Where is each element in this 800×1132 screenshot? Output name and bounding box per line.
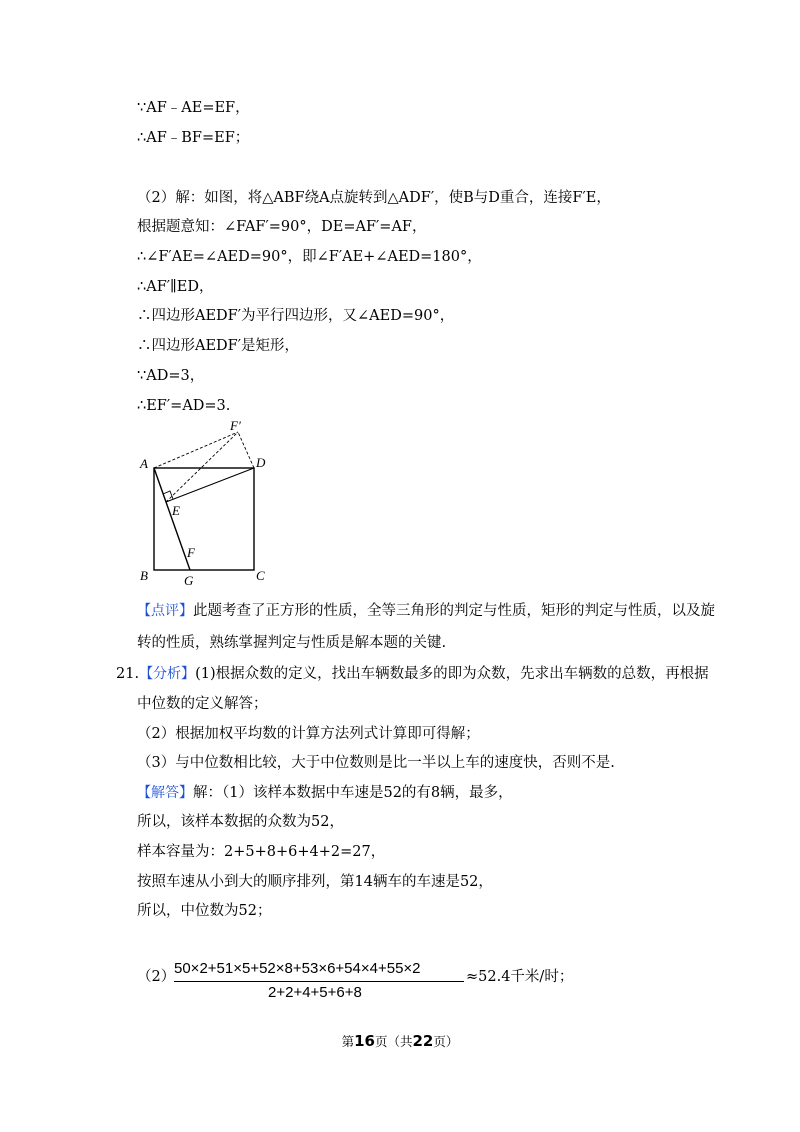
fraction-denominator: 2+2+4+5+6+8 bbox=[268, 984, 362, 1001]
answer-text-1: 解：（1）该样本数据中车速是52的有8辆，最多， bbox=[193, 785, 513, 801]
geometry-figure bbox=[130, 415, 290, 590]
q21-answer-line-5: 所以，中位数为52； bbox=[137, 903, 272, 919]
footer-post: 页） bbox=[433, 1034, 459, 1049]
segment-de bbox=[166, 468, 254, 502]
comment-text-1: 此题考查了正方形的性质，全等三角形的判定与性质，矩形的判定与性质，以及旋 bbox=[193, 603, 715, 619]
segment-df-prime bbox=[238, 432, 254, 468]
square-abcd bbox=[154, 468, 254, 570]
footer-pre: 第 bbox=[341, 1034, 355, 1049]
part2-line-4: ∴AF′∥ED， bbox=[137, 279, 214, 295]
label-b: B bbox=[140, 568, 148, 583]
label-c: C bbox=[256, 568, 265, 583]
q21-number: 21. bbox=[116, 666, 140, 682]
comment-tag: 【点评】 bbox=[137, 603, 193, 619]
part2-line-3: ∴∠F′AE=∠AED=90°，即∠F′AE+∠AED=180°， bbox=[137, 249, 482, 265]
q21-analysis-line-3: （2）根据加权平均数的计算方法列式计算即可得解； bbox=[137, 726, 480, 742]
label-f: F bbox=[187, 545, 195, 560]
part2-line-7: ∵AD=3， bbox=[137, 368, 205, 384]
label-g: G bbox=[184, 573, 194, 588]
fraction-numerator: 50×2+51×5+52×8+53×6+54×4+55×2 bbox=[174, 960, 421, 977]
footer-page-number: 16 bbox=[354, 1032, 375, 1050]
part2-line-8: ∴EF′=AD=3. bbox=[137, 398, 231, 414]
q21-answer-line-4: 按照车速从小到大的顺序排列，第14辆车的车速是52， bbox=[137, 874, 493, 890]
label-e: E bbox=[172, 503, 180, 518]
footer-mid: 页（共 bbox=[374, 1034, 413, 1049]
part2-line-5: ∴四边形AEDF′为平行四边形，又∠AED=90°， bbox=[137, 308, 455, 324]
q21-answer-line-2: 所以，该样本数据的众数为52， bbox=[137, 814, 344, 830]
analysis-tag: 【分析】 bbox=[139, 666, 196, 682]
analysis-text-1: (1)根据众数的定义，找出车辆数最多的即为众数，先求出车辆数的总数，再根据 bbox=[195, 666, 709, 682]
part2-result: ≈52.4千米/时； bbox=[466, 969, 574, 985]
part2-line-1: （2）解：如图，将△ABF绕A点旋转到△ADF′，使B与D重合，连接F′E， bbox=[137, 190, 611, 206]
q21-answer-line-3: 样本容量为：2+5+8+6+4+2=27， bbox=[137, 844, 386, 860]
answer-tag: 【解答】 bbox=[137, 785, 193, 801]
segment-af-prime bbox=[154, 432, 238, 468]
proof-line-2: ∴AF﹣BF=EF； bbox=[137, 130, 250, 146]
label-a: A bbox=[140, 456, 148, 471]
part2-line-2: 根据题意知：∠FAF′=90°，DE=AF′=AF， bbox=[137, 219, 427, 235]
label-d: D bbox=[256, 455, 266, 470]
q21-answer-line-1 bbox=[137, 783, 513, 803]
part2-prefix: （2） bbox=[137, 969, 176, 985]
part2-line-6: ∴四边形AEDF′是矩形， bbox=[137, 338, 300, 354]
page-footer bbox=[0, 1032, 800, 1050]
q21-analysis-line-4: （3）与中位数相比较，大于中位数则是比一半以上车的速度快，否则不是. bbox=[137, 755, 615, 771]
footer-total-pages: 22 bbox=[412, 1032, 434, 1050]
q21-analysis-line-1 bbox=[116, 664, 709, 684]
q21-analysis-line-2: 中位数的定义解答； bbox=[137, 696, 268, 712]
comment-line-2: 转的性质，熟练掌握判定与性质是解本题的关键. bbox=[137, 635, 447, 651]
proof-line-1: ∵AF﹣AE=EF， bbox=[137, 100, 250, 116]
fraction-bar bbox=[174, 981, 464, 982]
label-f-prime: F′ bbox=[230, 418, 241, 433]
comment-line-1 bbox=[137, 601, 715, 621]
segment-ef-prime bbox=[166, 432, 238, 502]
